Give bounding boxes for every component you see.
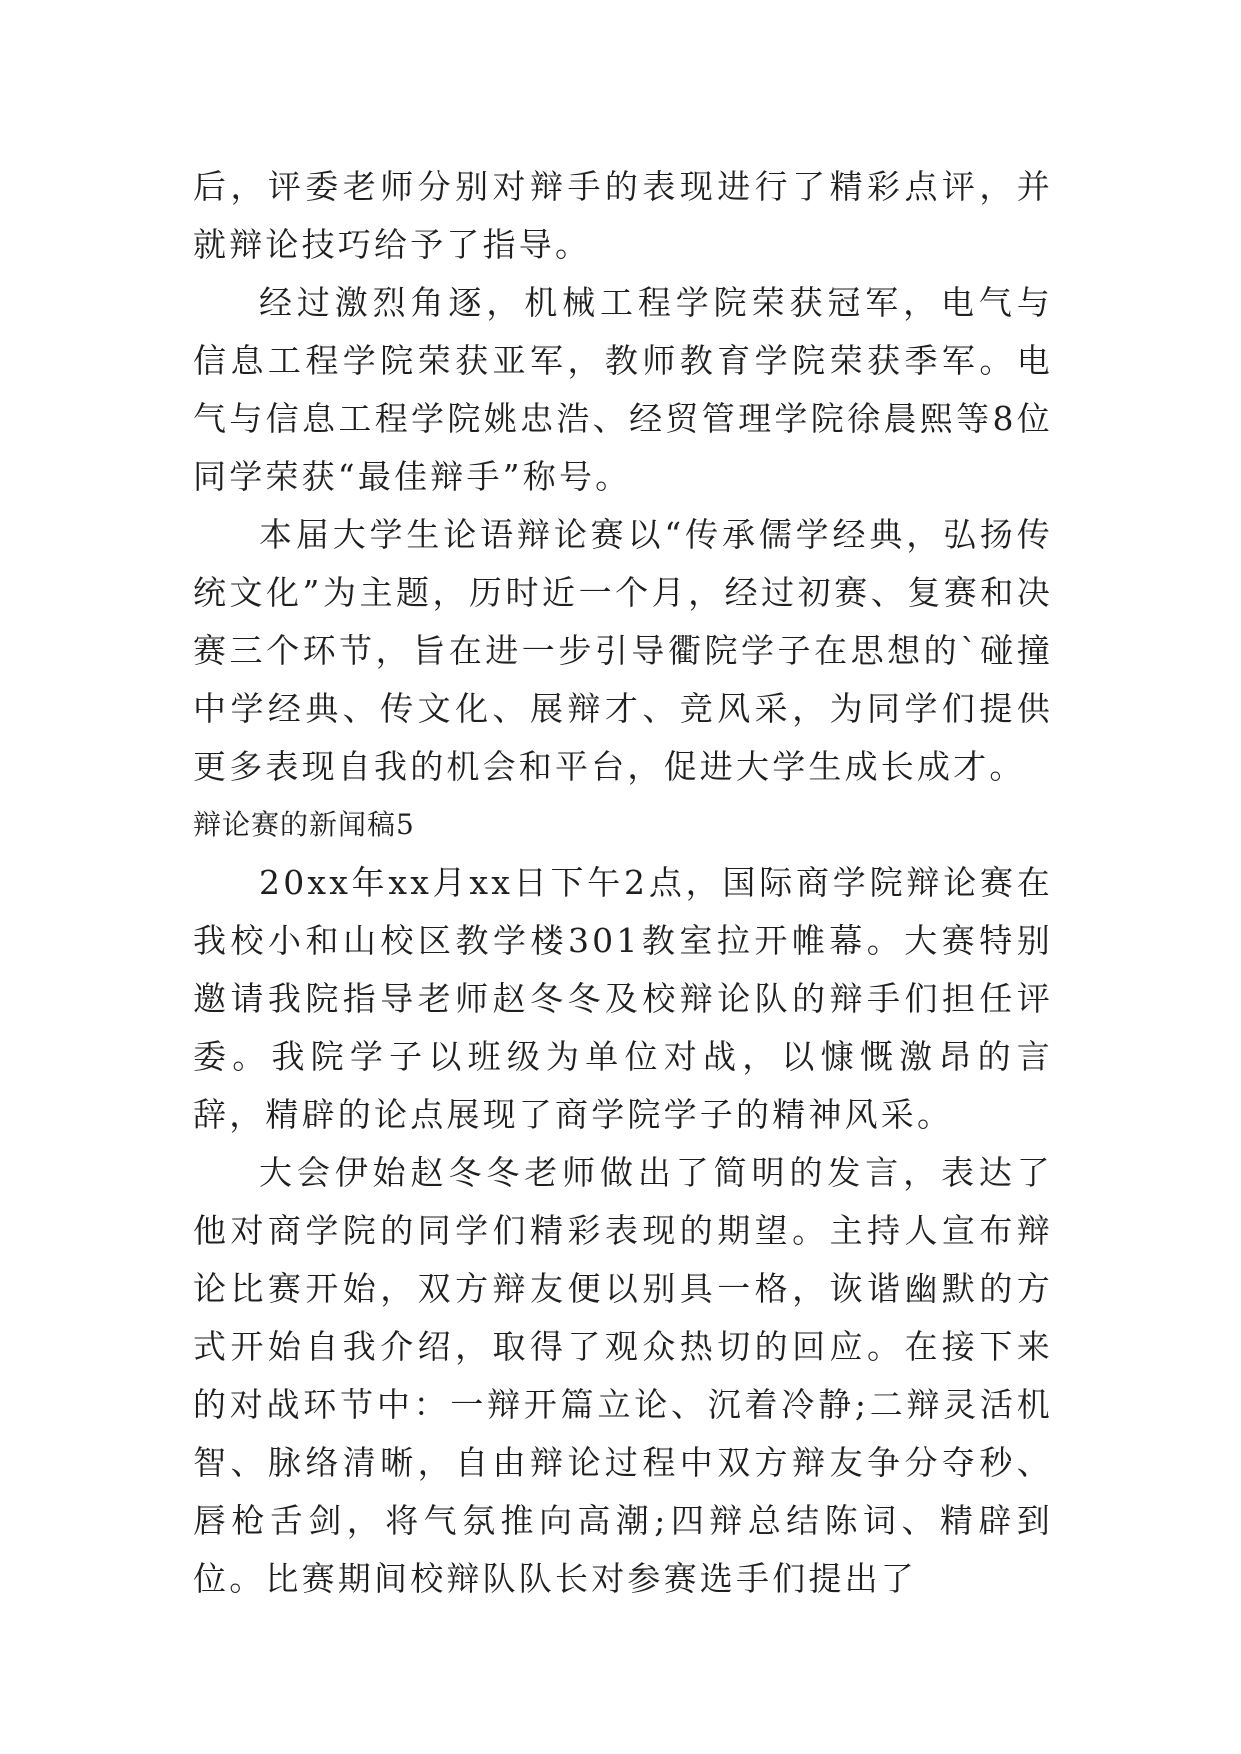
paragraph: 经过激烈角逐，机械工程学院荣获冠军，电气与信息工程学院荣获亚军，教师教育学院荣获季军。电气与信息工程学院姚忠浩、经贸管理学院徐晨熙等8位同学荣获“最佳辩手”称号。 <box>193 283 1053 496</box>
paragraph: 大会伊始赵冬冬老师做出了简明的发言，表达了他对商学院的同学们精彩表现的期望。主持人宣布辩论比赛开始，双方辩友便以别具一格，诙谐幽默的方式开始自我介绍，取得了观众热切的回应。在接下来的对战环节中：一辩开篇立论、沉着冷静;二辩灵活机智、脉络清晰，自由辩论过程中双方辩友争分夺秒、唇枪舌剑，将气氛推向高潮;四辩总结陈词、精辟到位。比赛期间校辩队队长对参赛选手们提出了 <box>193 1153 1053 1598</box>
document-body <box>193 158 1053 1608</box>
paragraph: 后，评委老师分别对辩手的表现进行了精彩点评，并就辩论技巧给予了指导。 <box>193 167 1053 264</box>
paragraph: 20xx年xx月xx日下午2点，国际商学院辩论赛在我校小和山校区教学楼301教室拉开帷幕。大赛特别邀请我院指导老师赵冬冬及校辩论队的辩手们担任评委。我院学子以班级为单位对战，以慷慨激昂的言辞，精辟的论点展现了商学院学子的精神风采。 <box>193 863 1053 1134</box>
paragraph: 本届大学生论语辩论赛以“传承儒学经典，弘扬传统文化”为主题，历时近一个月，经过初赛、复赛和决赛三个环节，旨在进一步引导衢院学子在思想的`碰撞中学经典、传文化、展辩才、竞风采，为同学们提供更多表现自我的机会和平台，促进大学生成长成才。 <box>193 515 1053 786</box>
section-title: 辩论赛的新闻稿5 <box>193 808 415 841</box>
